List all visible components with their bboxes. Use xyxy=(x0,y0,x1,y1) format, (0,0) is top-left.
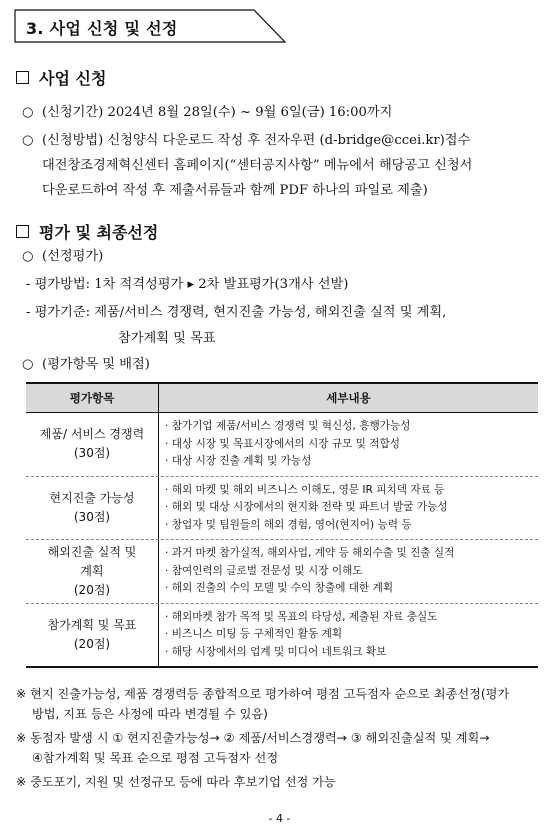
row-details-cell xyxy=(159,413,538,476)
apply-period-text: (신청기간) 2024년 8월 28일(수) ~ 9월 6일(금) 16:00까지 xyxy=(42,105,393,120)
row-item-cont: 계획 xyxy=(80,563,104,578)
section-title: 평가 및 최종선정 xyxy=(39,223,159,242)
row-detail: · 대상 시장 및 목표시장에서의 시장 규모 및 적합성 xyxy=(165,437,400,450)
eval-criteria: - 평가기준: 제품/서비스 경쟁력, 현지진출 가능성, 해외진출 실적 및 계획, xyxy=(26,305,447,320)
note-line: ※ 동점자 발생 시 ① 현지진출가능성→ ② 제품/서비스경쟁력→ ③ 해외진출실적 및 계획→ xyxy=(16,731,490,745)
circle-bullet-icon: ○ xyxy=(22,105,34,120)
apply-period xyxy=(22,104,392,122)
note-tie-break xyxy=(16,728,490,768)
note-line: ※ 현지 진출가능성, 제품 경쟁력등 종합적으로 평가하여 평점 고득점자 순으로 최종선정(평가 xyxy=(16,687,510,701)
page-number: - 4 - xyxy=(268,812,291,825)
row-detail: · 대상 시장 진출 계획 및 가능성 xyxy=(165,455,312,467)
eval-label-text: (선정평가) xyxy=(42,249,104,264)
row-item: 참가계획 및 목표 xyxy=(47,617,137,632)
note-line: ④참가계획 및 목표 순으로 평점 고득점자 선정 xyxy=(32,751,279,765)
apply-method-line2: 대전창조경제혁신센터 홈페이지(“센터공지사항” 메뉴에서 해당공고 신청서 xyxy=(42,158,473,173)
row-score: (20점) xyxy=(73,636,111,651)
row-item-cell xyxy=(26,413,159,476)
eval-items-label xyxy=(22,356,150,374)
eval-label xyxy=(22,248,103,266)
circle-bullet-icon: ○ xyxy=(22,357,34,372)
row-item: 제품/ 서비스 경쟁력 xyxy=(39,427,145,442)
section-heading-evaluation xyxy=(16,220,158,243)
row-detail: · 창업자 및 팀원들의 해외 경험, 영어(현지어) 능력 등 xyxy=(165,518,412,531)
evaluation-table xyxy=(26,382,538,668)
row-detail: · 해외 진출의 수익 모델 및 수익 창출에 대한 계획 xyxy=(165,582,394,594)
note-line: 방법, 지표 등은 사정에 따라 변경될 수 있음) xyxy=(32,707,268,721)
row-detail: · 해당 시장에서의 업계 및 미디어 네트워크 확보 xyxy=(165,645,387,658)
row-score: (30점) xyxy=(73,509,111,524)
row-detail: · 비즈니스 미팅 등 구체적인 활동 계획 xyxy=(165,628,343,640)
row-details-cell xyxy=(159,604,538,667)
section-header-title: 3. 사업 신청 및 선정 xyxy=(26,19,178,38)
section-title: 사업 신청 xyxy=(39,69,107,88)
circle-bullet-icon: ○ xyxy=(22,249,34,264)
row-item-cell xyxy=(26,540,159,603)
header-item: 평가항목 xyxy=(26,384,159,412)
section-heading-apply xyxy=(16,66,106,89)
square-icon xyxy=(16,71,29,84)
table-row xyxy=(26,604,538,667)
eval-criteria-cont: 참가계획 및 목표 xyxy=(118,331,216,346)
note-final-selection xyxy=(16,684,509,724)
square-icon xyxy=(16,225,29,238)
row-detail: · 해외 및 대상 시장에서의 현지화 전략 및 파트너 발굴 가능성 xyxy=(165,501,448,513)
row-score: (20점) xyxy=(73,582,111,597)
section-header-banner xyxy=(14,9,286,43)
apply-method-text: (신청방법) 신청양식 다운로드 작성 후 전자우편 (d-bridge@ccei.kr)접수 xyxy=(42,133,471,148)
note-alternate xyxy=(16,772,336,792)
row-item: 해외진출 실적 및 xyxy=(47,544,137,559)
row-detail: · 해외마켓 참가 목적 및 목표의 타당성, 제출된 자료 충실도 xyxy=(165,610,438,623)
eval-items-label-text: (평가항목 및 배점) xyxy=(42,357,150,372)
row-details-cell xyxy=(159,540,538,603)
row-details-cell xyxy=(159,477,538,540)
circle-bullet-icon: ○ xyxy=(22,133,34,148)
table-row xyxy=(26,540,538,604)
table-row xyxy=(26,413,538,477)
apply-method xyxy=(22,132,470,150)
row-score: (30점) xyxy=(73,446,111,461)
row-detail: · 참여인력의 글로벌 전문성 및 시장 이해도 xyxy=(165,564,363,577)
row-item: 현지진출 가능성 xyxy=(49,490,135,505)
row-detail: · 참가기업 제품/서비스 경쟁력 및 혁신성, 흥행가능성 xyxy=(165,420,411,432)
row-item-cell xyxy=(26,604,159,667)
row-detail: · 해외 마켓 및 해외 비즈니스 이해도, 영문 IR 피치덱 자료 등 xyxy=(165,483,445,496)
eval-method: - 평가방법: 1차 적격성평가 ▸ 2차 발표평가(3개사 선발) xyxy=(26,277,349,292)
table-row xyxy=(26,477,538,541)
row-detail: · 과거 마켓 참가실적, 해외사업, 계약 등 해외수출 및 진출 실적 xyxy=(165,547,455,559)
row-item-cell xyxy=(26,477,159,540)
note-line: ※ 중도포기, 지원 및 선정규모 등에 따라 후보기업 선정 가능 xyxy=(16,775,336,789)
table-header xyxy=(26,384,538,413)
apply-method-line3: 다운로드하여 작성 후 제출서류들과 함께 PDF 하나의 파일로 제출) xyxy=(42,183,428,198)
header-details: 세부내용 xyxy=(326,391,371,405)
